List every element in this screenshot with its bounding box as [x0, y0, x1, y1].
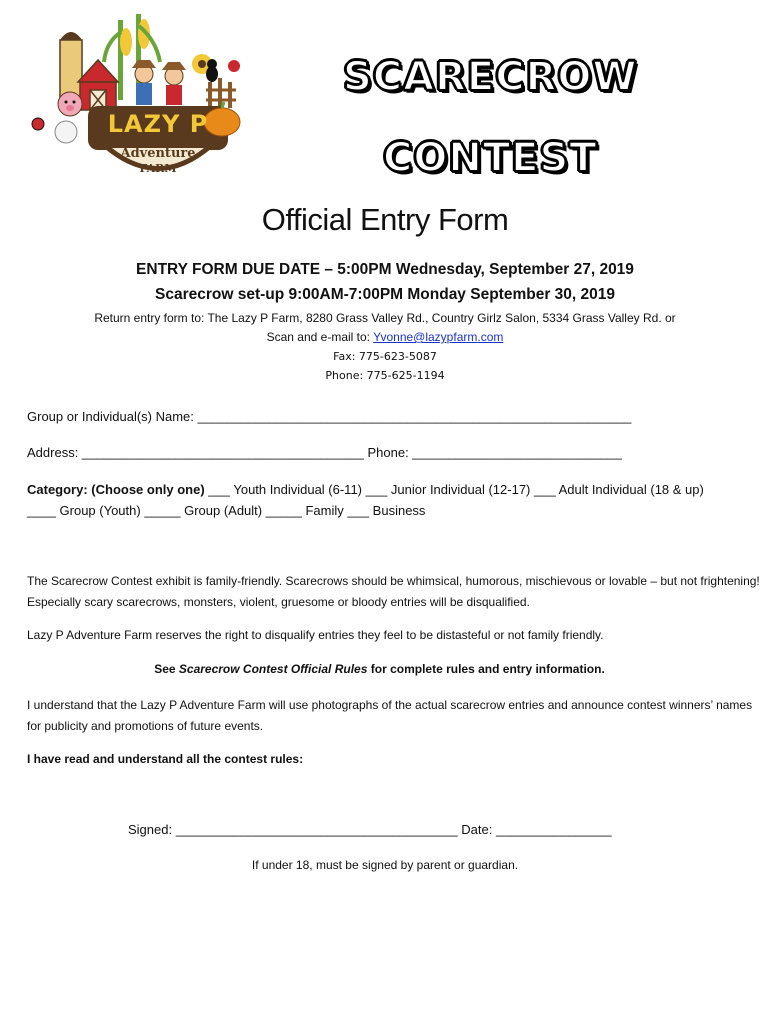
group-name-field[interactable]: Group or Individual(s) Name: ____________________________________________________________: [27, 409, 632, 424]
family-friendly-line-2: Especially scary scarecrows, monsters, violent, gruesome or bloody entries will be disqualified.: [27, 595, 530, 609]
lazy-p-farm-logo: [26, 12, 256, 187]
email-link[interactable]: Yvonne@lazypfarm.com: [373, 330, 504, 344]
see-rules-line: [27, 659, 732, 680]
category-label: Category: (Choose only one): [27, 482, 205, 497]
signature-date-field[interactable]: Signed: _______________________________________ Date: ________________: [128, 822, 612, 837]
address-phone-field[interactable]: Address: _______________________________________ Phone: _____________________________: [27, 445, 622, 460]
fax-line: Fax: 775-623-5087: [333, 350, 437, 363]
title-scarecrow: SCARECROW: [343, 54, 638, 100]
reserves-paragraph: Lazy P Adventure Farm reserves the right to disqualify entries they feel to be distasteful or not family friendly.: [27, 628, 604, 642]
category-options-2[interactable]: ____ Group (Youth) _____ Group (Adult) _____ Family ___ Business: [27, 503, 426, 518]
form-subtitle: Official Entry Form: [261, 202, 509, 237]
category-row-1: [27, 482, 704, 497]
scan-prefix: Scan and e-mail to:: [266, 330, 374, 344]
photos-line-2: for publicity and promotions of future events.: [27, 719, 264, 733]
return-line: Return entry form to: The Lazy P Farm, 8280 Grass Valley Rd., Country Girlz Salon, 5334 Grass Valley Rd. or: [94, 311, 676, 325]
photos-paragraph: [27, 695, 753, 737]
photos-line-1: I understand that the Lazy P Adventure Farm will use photographs of the actual scarecrow entries and announce contest winners’ names: [27, 698, 753, 712]
phone-line: Phone: 775-625-1194: [325, 369, 445, 382]
logo-sub-adventure: Adventure: [120, 146, 196, 161]
under-18-note: If under 18, must be signed by parent or guardian.: [251, 858, 519, 872]
official-rules-ref: Scarecrow Contest Official Rules: [178, 662, 368, 676]
logo-sub-farm: FARM: [139, 162, 177, 175]
due-date-line: ENTRY FORM DUE DATE – 5:00PM Wednesday, September 27, 2019: [136, 261, 634, 278]
scan-line: [0, 330, 770, 344]
setup-line: Scarecrow set-up 9:00AM-7:00PM Monday September 30, 2019: [154, 286, 615, 303]
see-suffix: for complete rules and entry information.: [367, 662, 605, 676]
title-contest: CONTEST: [383, 135, 598, 181]
read-understand-line: I have read and understand all the contest rules:: [27, 752, 304, 766]
logo-name-text: LAZY P: [107, 110, 209, 138]
see-prefix: See: [154, 662, 179, 676]
family-friendly-line-1: The Scarecrow Contest exhibit is family-friendly. Scarecrows should be whimsical, humorous, mischievous or lovable – but not frightening!: [27, 574, 760, 588]
family-friendly-paragraph: [27, 571, 760, 613]
category-options-1[interactable]: ___ Youth Individual (6-11) ___ Junior Individual (12-17) ___ Adult Individual (18 & up): [204, 482, 704, 497]
